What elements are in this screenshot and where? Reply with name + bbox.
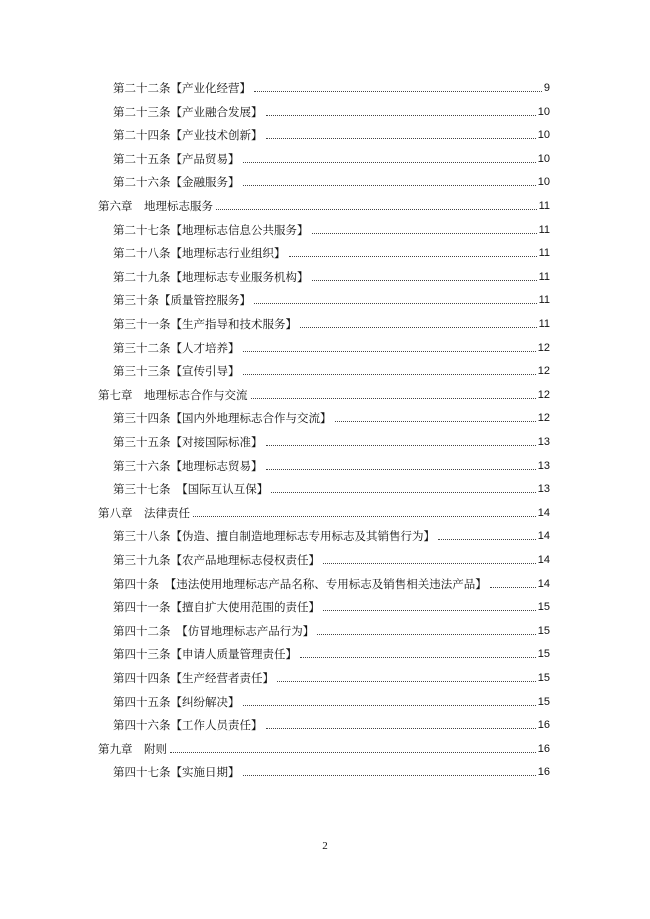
toc-article-entry[interactable] <box>113 123 550 143</box>
toc-dot-leader <box>266 444 536 446</box>
toc-entry-page-number: 15 <box>537 648 550 661</box>
toc-dot-leader <box>243 774 536 776</box>
toc-entry-page-number: 13 <box>537 459 550 472</box>
toc-entry-title: 第四十一条【擅自扩大使用范围的责任】 <box>113 600 320 615</box>
toc-entry-page-number: 16 <box>537 766 550 779</box>
toc-article-entry[interactable] <box>113 218 550 238</box>
toc-entry-page-number: 15 <box>537 601 550 614</box>
toc-entry-page-number: 11 <box>538 270 550 283</box>
toc-dot-leader <box>243 161 536 163</box>
toc-entry-page-number: 9 <box>543 82 550 94</box>
toc-entry-page-number: 11 <box>538 223 550 236</box>
toc-entry-title: 第三十三条【宣传引导】 <box>113 364 240 379</box>
toc-article-entry[interactable] <box>113 147 550 167</box>
toc-dot-leader <box>243 704 536 706</box>
toc-entry-title: 第四十条 【违法使用地理标志产品名称、专用标志及销售相关违法产品】 <box>113 576 487 591</box>
toc-article-entry[interactable] <box>113 359 550 379</box>
toc-dot-leader <box>251 397 536 399</box>
toc-dot-leader <box>490 586 536 588</box>
toc-entry-title: 第二十三条【产业融合发展】 <box>113 104 263 119</box>
toc-entry-title: 第三十七条 【国际互认互保】 <box>113 482 269 497</box>
toc-entry-title: 第二十六条【金融服务】 <box>113 175 240 190</box>
toc-entry-title: 第六章 地理标志服务 <box>98 199 213 213</box>
toc-dot-leader <box>312 279 537 281</box>
toc-entry-title: 第四十七条【实施日期】 <box>113 765 240 780</box>
toc-article-entry[interactable] <box>113 548 550 568</box>
toc-chapter-entry[interactable] <box>98 194 550 214</box>
toc-dot-leader <box>243 373 536 375</box>
toc-entry-title: 第四十三条【申请人质量管理责任】 <box>113 647 297 662</box>
toc-dot-leader <box>271 491 536 493</box>
toc-dot-leader <box>323 562 536 564</box>
toc-entry-page-number: 14 <box>537 577 550 590</box>
toc-entry-page-number: 10 <box>537 176 550 189</box>
toc-entry-page-number: 11 <box>538 200 550 212</box>
toc-entry-title: 第三十五条【对接国际标准】 <box>113 435 263 449</box>
toc-entry-title: 第二十四条【产业技术创新】 <box>113 128 263 143</box>
toc-entry-title: 第四十五条【纠纷解决】 <box>113 694 240 709</box>
toc-entry-page-number: 10 <box>537 105 550 118</box>
toc-dot-leader <box>266 727 536 729</box>
toc-entry-title: 第三十八条【伪造、擅自制造地理标志专用标志及其销售行为】 <box>113 529 435 544</box>
toc-dot-leader <box>335 420 536 422</box>
toc-article-entry[interactable] <box>113 76 550 96</box>
toc-entry-title: 第三十条【质量管控服务】 <box>113 293 251 308</box>
toc-entry-title: 第九章 附则 <box>98 741 167 756</box>
toc-dot-leader <box>266 468 536 470</box>
toc-entry-title: 第三十四条【国内外地理标志合作与交流】 <box>113 411 332 426</box>
toc-entry-title: 第四十二条 【仿冒地理标志产品行为】 <box>113 623 315 638</box>
toc-entry-page-number: 10 <box>537 152 550 165</box>
toc-dot-leader <box>216 208 537 210</box>
toc-article-entry[interactable] <box>113 690 550 710</box>
toc-entry-title: 第二十七条【地理标志信息公共服务】 <box>113 222 309 237</box>
toc-entry-page-number: 12 <box>537 388 550 401</box>
toc-entry-title: 第四十四条【生产经营者责任】 <box>113 671 274 685</box>
toc-article-entry[interactable] <box>113 241 550 261</box>
toc-article-entry[interactable] <box>113 524 550 544</box>
toc-entry-page-number: 13 <box>537 436 550 448</box>
toc-entry-title: 第二十八条【地理标志行业组织】 <box>113 246 286 261</box>
toc-entry-page-number: 14 <box>537 530 550 543</box>
toc-entry-title: 第二十九条【地理标志专业服务机构】 <box>113 269 309 284</box>
toc-entry-page-number: 12 <box>537 365 550 378</box>
toc-entry-page-number: 12 <box>537 412 550 425</box>
toc-article-entry[interactable] <box>113 406 550 426</box>
toc-article-entry[interactable] <box>113 713 550 733</box>
toc-article-entry[interactable] <box>113 760 550 780</box>
toc-entry-page-number: 12 <box>537 341 550 354</box>
toc-chapter-entry[interactable] <box>98 737 550 757</box>
toc-dot-leader <box>243 350 536 352</box>
toc-dot-leader <box>243 184 536 186</box>
toc-entry-page-number: 16 <box>537 742 550 755</box>
toc-article-entry[interactable] <box>113 572 550 592</box>
toc-dot-leader <box>317 633 536 635</box>
toc-entry-page-number: 15 <box>537 672 550 684</box>
toc-entry-page-number: 14 <box>537 506 550 519</box>
toc-entry-page-number: 15 <box>537 624 550 637</box>
toc-entry-title: 第三十一条【生产指导和技术服务】 <box>113 317 297 331</box>
toc-article-entry[interactable] <box>113 642 550 662</box>
toc-chapter-entry[interactable] <box>98 501 550 521</box>
toc-chapter-entry[interactable] <box>98 383 550 403</box>
toc-article-entry[interactable] <box>113 265 550 285</box>
toc-entry-title: 第二十二条【产业化经营】 <box>113 81 251 95</box>
toc-dot-leader <box>193 515 536 517</box>
toc-article-entry[interactable] <box>113 312 550 332</box>
toc-dot-leader <box>266 114 536 116</box>
toc-entry-page-number: 14 <box>537 554 550 566</box>
toc-dot-leader <box>323 609 536 611</box>
toc-dot-leader <box>289 255 537 257</box>
toc-entry-title: 第三十六条【地理标志贸易】 <box>113 458 263 473</box>
page-number: 2 <box>322 840 328 852</box>
toc-entry-page-number: 15 <box>537 695 550 708</box>
toc-entry-page-number: 16 <box>537 719 550 732</box>
toc-article-entry[interactable] <box>113 595 550 615</box>
toc-entry-title: 第二十五条【产品贸易】 <box>113 151 240 166</box>
toc-dot-leader <box>312 232 537 234</box>
toc-entry-title: 第三十二条【人才培养】 <box>113 340 240 355</box>
toc-dot-leader <box>277 680 536 682</box>
toc-entry-title: 第三十九条【农产品地理标志侵权责任】 <box>113 553 320 567</box>
toc-dot-leader <box>254 90 542 92</box>
toc-dot-leader <box>266 137 536 139</box>
toc-dot-leader <box>438 538 536 540</box>
toc-article-entry[interactable] <box>113 100 550 120</box>
toc-dot-leader <box>300 656 536 658</box>
toc-entry-page-number: 13 <box>537 483 550 496</box>
toc-entry-page-number: 11 <box>538 247 550 260</box>
toc-entry-page-number: 11 <box>538 294 550 307</box>
toc-article-entry[interactable] <box>113 336 550 356</box>
toc-article-entry[interactable] <box>113 454 550 474</box>
toc-entry-title: 第七章 地理标志合作与交流 <box>98 387 248 402</box>
toc-article-entry[interactable] <box>113 288 550 308</box>
toc-entry-page-number: 10 <box>537 129 550 142</box>
toc-entry-page-number: 11 <box>538 318 550 330</box>
toc-entry-title: 第四十六条【工作人员责任】 <box>113 718 263 733</box>
toc-dot-leader <box>300 326 537 328</box>
toc-article-entry[interactable] <box>113 170 550 190</box>
toc-entry-title: 第八章 法律责任 <box>98 505 190 520</box>
toc-article-entry[interactable] <box>113 430 550 450</box>
toc-article-entry[interactable] <box>113 666 550 686</box>
toc-article-entry[interactable] <box>113 619 550 639</box>
toc-dot-leader <box>170 751 536 753</box>
toc-dot-leader <box>254 302 537 304</box>
toc-article-entry[interactable] <box>113 477 550 497</box>
